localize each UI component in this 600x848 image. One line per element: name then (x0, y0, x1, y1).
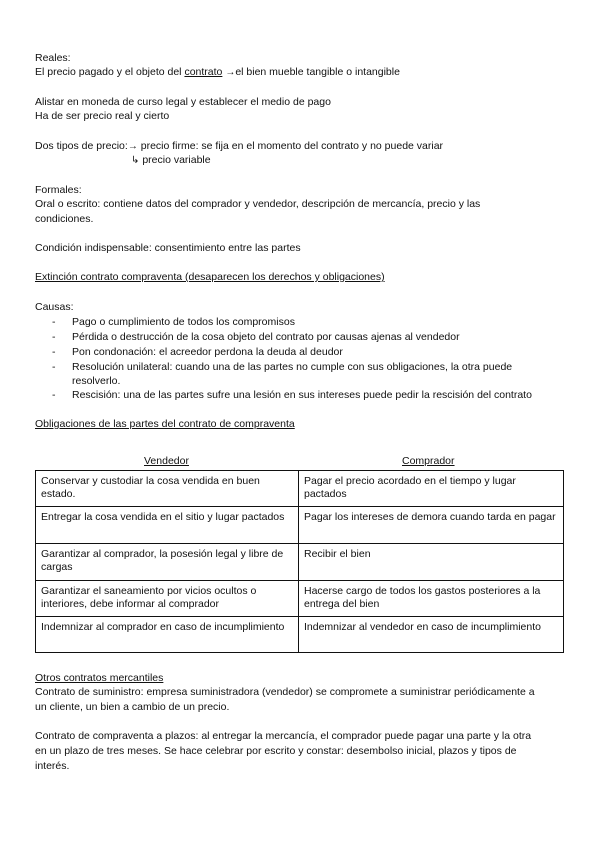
turn-arrow-icon: ↳ (131, 155, 140, 166)
condicion-indispensable: Condición indispensable: consentimiento entre las partes (35, 242, 301, 254)
vendedor-cell: Indemnizar al comprador en caso de incumplimiento (36, 617, 299, 653)
contrato-link: contrato (184, 66, 223, 78)
vendedor-cell: Garantizar al comprador, la posesión legal y libre de cargas (36, 544, 299, 581)
reales-line-2: Alistar en moneda de curso legal y establecer el medio de pago (35, 96, 331, 108)
precio-firme: precio firme: se fija en el momento del contrato y no puede variar (140, 140, 444, 152)
suministro-line-2: un cliente, un bien a cambio de un precio. (35, 701, 230, 713)
reales-line-1-before: El precio pagado y el objeto del (35, 66, 185, 78)
right-arrow-icon: → (127, 141, 138, 152)
comprador-cell: Indemnizar al vendedor en caso de incumplimiento (299, 617, 564, 653)
obligaciones-table (35, 470, 564, 653)
tipos-precio-label: Dos tipos de precio: (35, 140, 128, 152)
plazos-line-2: en un plazo de tres meses. Se hace celebrar por escrito y constar: desembolso inicial, plazos y tipos de (35, 745, 517, 757)
list-bullet: - (52, 389, 56, 401)
reales-line-1 (35, 66, 400, 79)
table-row (36, 544, 564, 581)
plazos-line-1: Contrato de compraventa a plazos: al entregar la mercancía, el comprador puede pagar una parte y la otra (35, 730, 532, 742)
list-bullet: - (52, 316, 56, 328)
list-bullet: - (52, 361, 56, 373)
right-arrow-icon: → (225, 67, 236, 78)
vendedor-cell: Garantizar el saneamiento por vicios ocultos o interiores, debe informar al comprador (36, 581, 299, 617)
extincion-heading: Extinción contrato compraventa (desaparecen los derechos y obligaciones) (35, 271, 385, 283)
table-row (36, 471, 564, 507)
table-row (36, 581, 564, 617)
causa-item: Pérdida o destrucción de la cosa objeto del contrato por causas ajenas al vendedor (72, 331, 460, 343)
precio-variable: precio variable (142, 154, 211, 166)
comprador-cell: Hacerse cargo de todos los gastos posteriores a la entrega del bien (299, 581, 564, 617)
causa-item-continued: resolverlo. (72, 375, 121, 387)
table-row (36, 507, 564, 544)
comprador-cell: Recibir el bien (299, 544, 564, 581)
formales-line-2: condiciones. (35, 213, 94, 225)
plazos-line-3: interés. (35, 760, 70, 772)
precio-variable-line (131, 154, 211, 167)
suministro-line-1: Contrato de suministro: empresa suministradora (vendedor) se compromete a suministrar periódicamente a (35, 686, 535, 698)
list-bullet: - (52, 346, 56, 358)
comprador-cell: Pagar el precio acordado en el tiempo y lugar pactados (299, 471, 564, 507)
formales-heading: Formales: (35, 184, 82, 196)
otros-heading: Otros contratos mercantiles (35, 672, 164, 684)
vendedor-column-header: Vendedor (144, 455, 189, 467)
comprador-column-header: Comprador (402, 455, 455, 467)
tipos-precio-line (35, 140, 443, 153)
vendedor-cell: Entregar la cosa vendida en el sitio y lugar pactados (36, 507, 299, 544)
comprador-cell: Pagar los intereses de demora cuando tarda en pagar (299, 507, 564, 544)
vendedor-cell: Conservar y custodiar la cosa vendida en buen estado. (36, 471, 299, 507)
causa-item: Resolución unilateral: cuando una de las partes no cumple con sus obligaciones, la otra puede (72, 361, 513, 373)
causas-heading: Causas: (35, 301, 74, 313)
causa-item: Pon condonación: el acreedor perdona la deuda al deudor (72, 346, 343, 358)
causa-item: Pago o cumplimiento de todos los compromisos (72, 316, 295, 328)
reales-line-1-after: el bien mueble tangible o intangible (235, 66, 400, 78)
list-bullet: - (52, 331, 56, 343)
obligaciones-heading: Obligaciones de las partes del contrato de compraventa (35, 418, 295, 430)
table-row (36, 617, 564, 653)
reales-heading: Reales: (35, 52, 71, 64)
reales-line-3: Ha de ser precio real y cierto (35, 110, 170, 122)
formales-line-1: Oral o escrito: contiene datos del comprador y vendedor, descripción de mercancía, precio y las (35, 198, 481, 210)
causa-item: Rescisión: una de las partes sufre una lesión en sus intereses puede pedir la rescisión del contrato (72, 389, 532, 401)
